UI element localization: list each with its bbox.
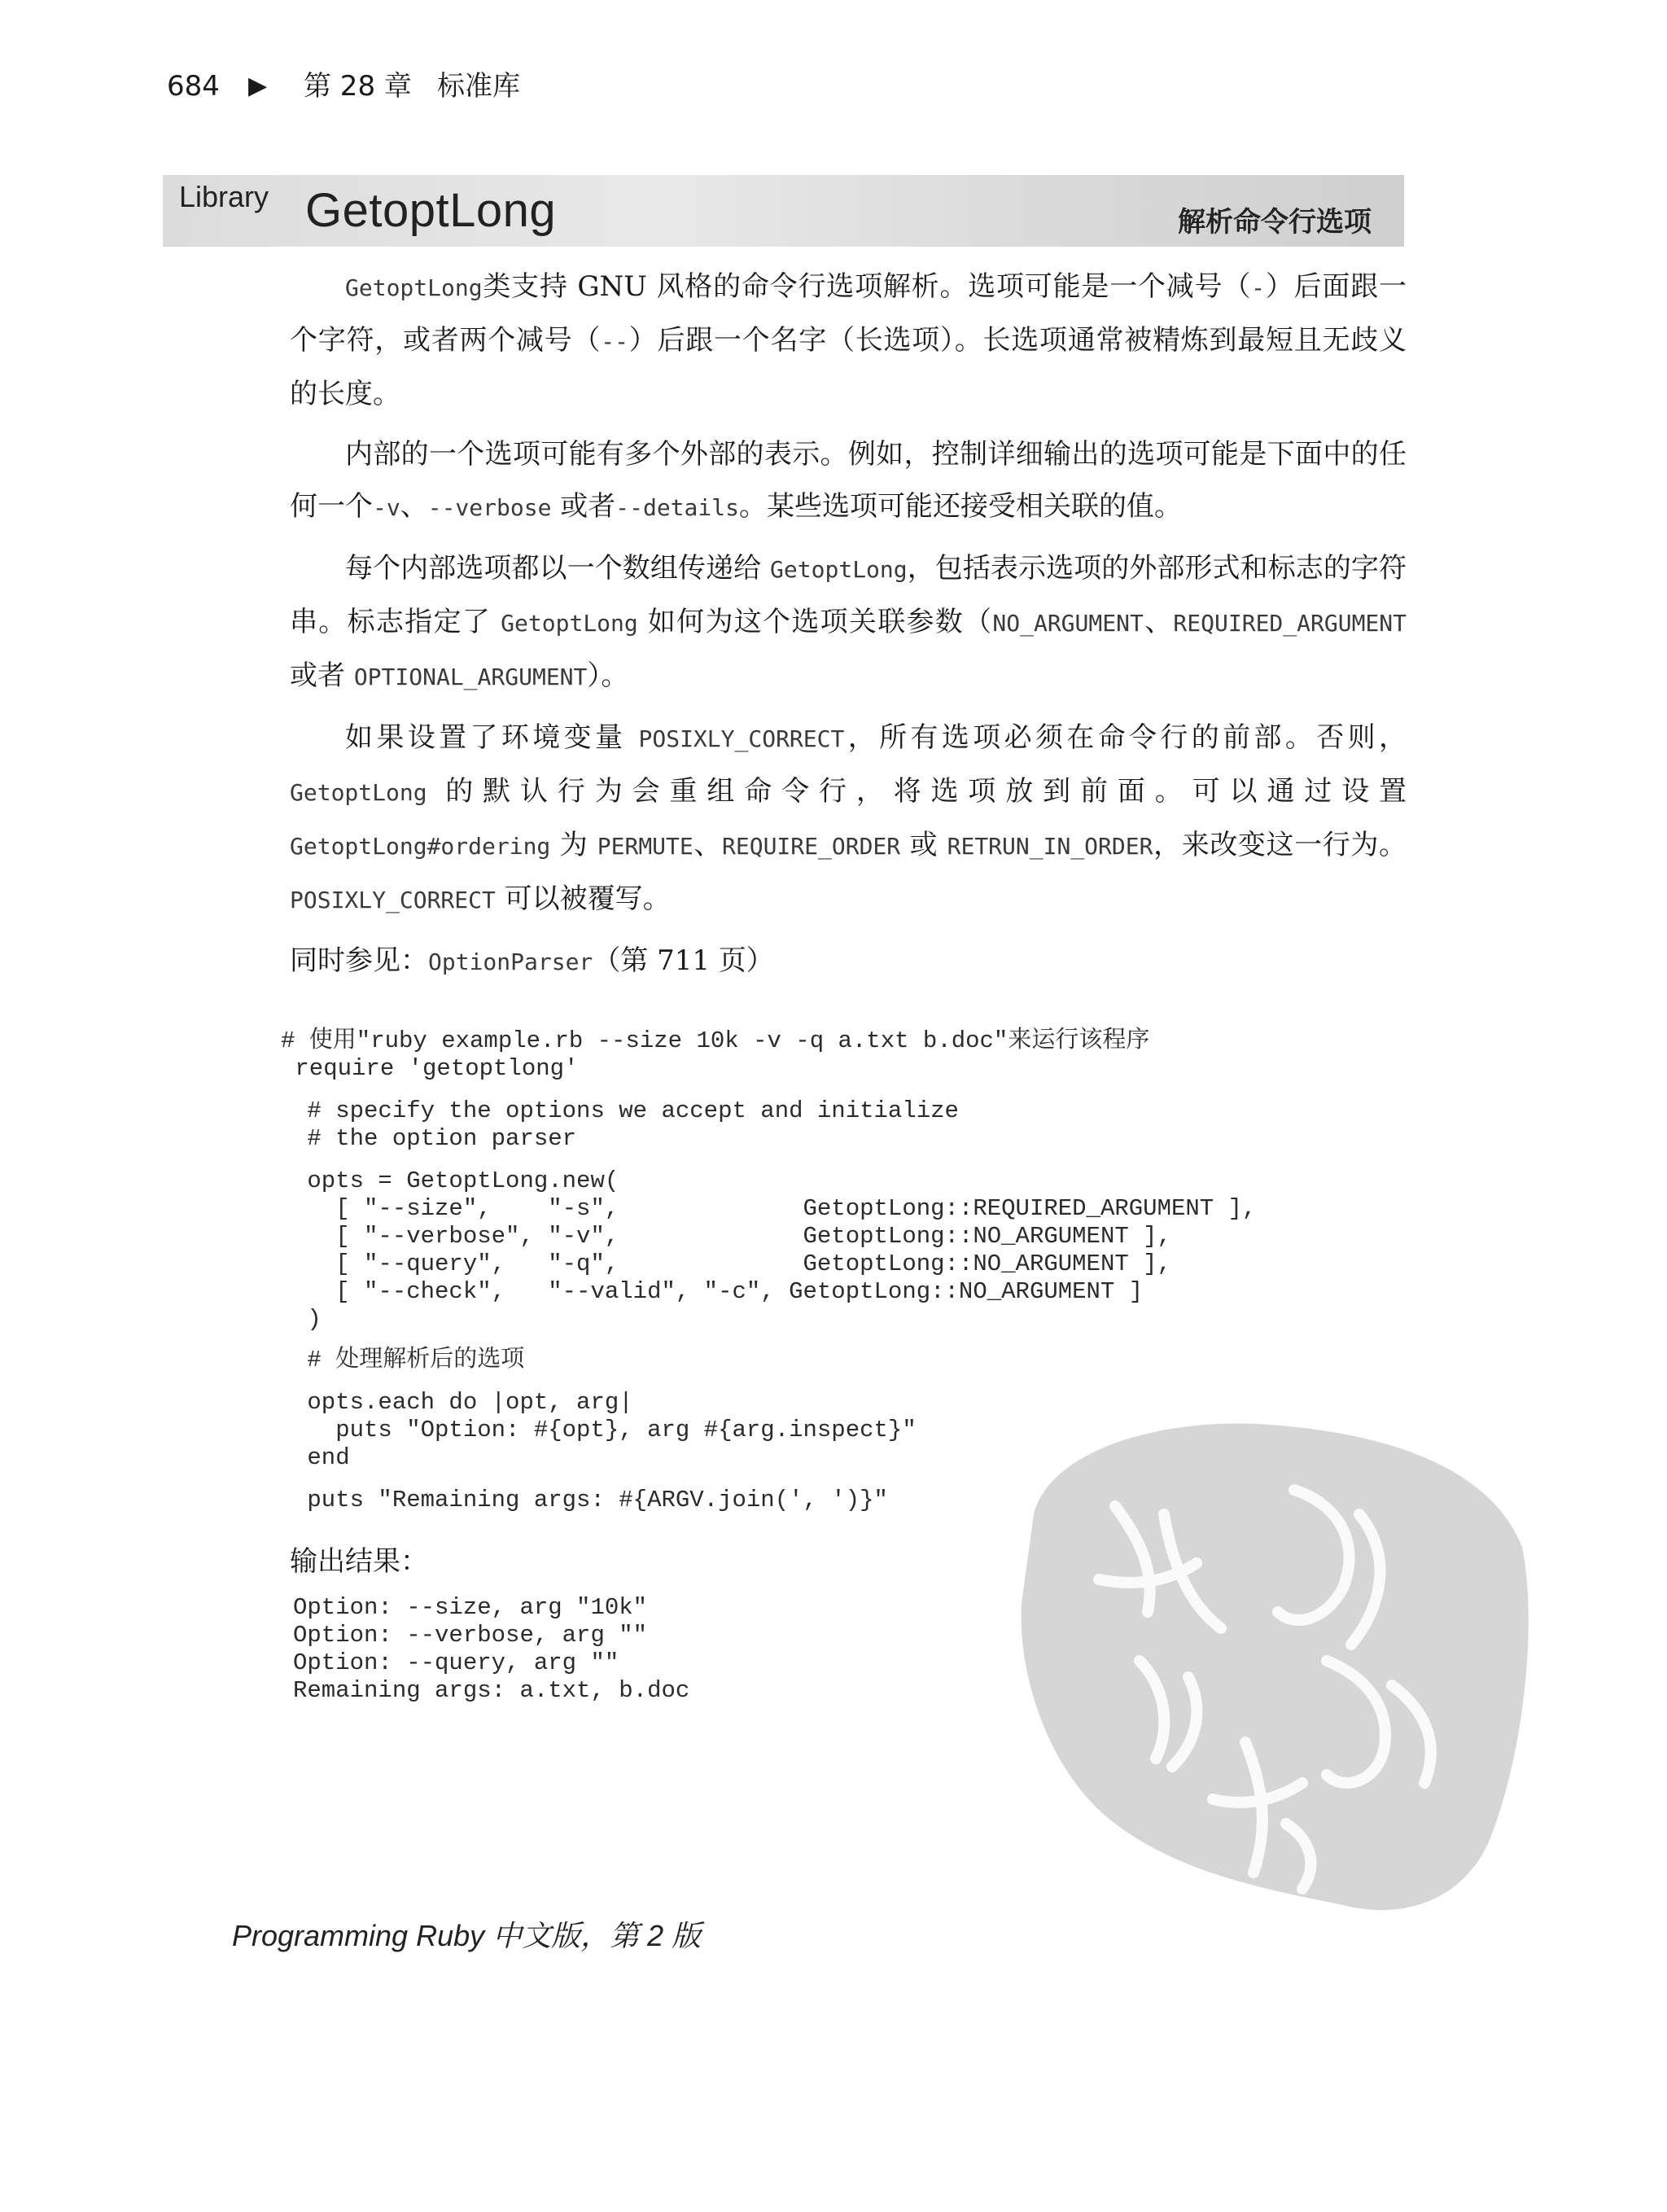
text: ）。 bbox=[587, 659, 629, 692]
inline-code: OptionParser bbox=[428, 948, 593, 975]
code-comment-spec: # specify the options we accept and initialize # the option parser bbox=[307, 1097, 959, 1152]
code-comment-usage: # 使用"ruby example.rb --size 10k -v -q a.txt b.doc"来运行该程序 require 'getoptlong' bbox=[281, 1027, 1150, 1082]
library-subtitle: 解析命令行选项 bbox=[1178, 206, 1372, 239]
page-footer: Programming Ruby 中文版，第 2 版 bbox=[232, 1919, 702, 1952]
inline-code: PERMUTE bbox=[597, 833, 693, 860]
inline-code: -v bbox=[373, 494, 400, 521]
chapter-number: 第 28 章 bbox=[304, 70, 412, 103]
paragraph-3 bbox=[290, 542, 1407, 703]
inline-code: --verbose bbox=[427, 494, 552, 521]
paragraph-1 bbox=[290, 261, 1407, 420]
inline-code: OPTIONAL_ARGUMENT bbox=[353, 664, 588, 690]
text: 可以被覆写。 bbox=[495, 883, 671, 915]
page-number: 684 bbox=[167, 70, 220, 103]
library-title: GetoptLong bbox=[305, 184, 557, 237]
text: 如果设置了环境变量 bbox=[345, 721, 639, 754]
text: ，包括表示选项的外部形式和标志的字符串。标志指定了 bbox=[290, 552, 1407, 638]
code-remaining-args: puts "Remaining args: #{ARGV.join(', ')}" bbox=[293, 1487, 888, 1513]
text: 类支持 GNU 风格的命令行选项解析。选项可能是一个减号（ bbox=[482, 270, 1252, 303]
paragraph-2 bbox=[290, 428, 1407, 534]
code-output: Option: --size, arg "10k" Option: --verbose, arg "" Option: --query, arg "" Remaining args: a.txt, b.doc bbox=[293, 1594, 690, 1704]
text: ）后面跟一个字符，或者两个减号（ bbox=[290, 270, 1407, 357]
text: 。某些选项可能还接受相关联的值。 bbox=[738, 490, 1182, 523]
text: 为 bbox=[550, 829, 597, 861]
text: ，来改变这一行为。 bbox=[1153, 829, 1407, 861]
inline-code: GetoptLong bbox=[770, 556, 908, 583]
code-opts-definition: opts = GetoptLong.new( [ "--size", "-s", GetoptLong::REQUIRED_ARGUMENT ], [ "--verbose", "-v", GetoptLong::NO_ARGUMENT ], [ "--query", "-q", GetoptLong::NO_ARGUMENT ], [ "--check", "--valid", "-c", GetoptLong::NO_ARGUMENT ] ) bbox=[307, 1167, 1257, 1333]
inline-code: GetoptLong bbox=[501, 610, 638, 637]
arrow-icon: ▶ bbox=[248, 72, 268, 100]
text: （第 711 页） bbox=[593, 944, 774, 977]
code-each-loop: opts.each do |opt, arg| puts "Option: #{opt}, arg #{arg.inspect}" end bbox=[307, 1389, 917, 1471]
text: 或者 bbox=[551, 490, 616, 523]
see-also bbox=[290, 935, 1407, 988]
seal-watermark-icon bbox=[1001, 1417, 1538, 1921]
library-banner bbox=[163, 175, 1404, 247]
text: ）后跟一个名字（长选项）。长选项通常被精炼到最短且无歧义的长度。 bbox=[290, 324, 1407, 410]
text: 的默认行为会重组命令行，将选项放到前面。可以通过设置 bbox=[427, 775, 1407, 808]
text: 或者 bbox=[290, 659, 354, 692]
text: 每个内部选项都以一个数组传递给 bbox=[345, 552, 771, 585]
paragraph-4 bbox=[290, 712, 1407, 926]
text: 、 bbox=[1143, 606, 1174, 638]
inline-code: -- bbox=[601, 328, 628, 355]
inline-code: GetoptLong bbox=[345, 274, 483, 301]
text: 、 bbox=[693, 829, 722, 861]
inline-code: - bbox=[1251, 274, 1266, 301]
inline-code: --details bbox=[615, 494, 739, 521]
text: ，所有选项必须在命令行的前部。否则， bbox=[844, 721, 1407, 754]
chapter-title: 标准库 bbox=[437, 70, 520, 103]
inline-code: REQUIRE_ORDER bbox=[722, 833, 901, 860]
text: 内部的一个选项可能有多个外部的表示。例如，控制详细输出的选项可能是下面中的任何一个 bbox=[290, 438, 1407, 523]
text: 同时参见： bbox=[290, 944, 428, 977]
inline-code: POSIXLY_CORRECT bbox=[638, 725, 845, 752]
inline-code: GetoptLong#ordering bbox=[290, 833, 551, 860]
text: 或 bbox=[900, 829, 947, 861]
inline-code: REQUIRED_ARGUMENT bbox=[1173, 610, 1407, 637]
inline-code: GetoptLong bbox=[290, 779, 427, 806]
code-comment-process: # 处理解析后的选项 bbox=[293, 1347, 525, 1373]
library-label: Library bbox=[179, 180, 269, 213]
output-label: 输出结果： bbox=[290, 1545, 428, 1578]
text: 、 bbox=[400, 490, 428, 523]
text: 如何为这个选项关联参数（ bbox=[637, 606, 993, 638]
inline-code: RETRUN_IN_ORDER bbox=[947, 833, 1153, 860]
inline-code: POSIXLY_CORRECT bbox=[290, 887, 496, 913]
inline-code: NO_ARGUMENT bbox=[992, 610, 1144, 637]
body-text bbox=[290, 261, 1407, 996]
